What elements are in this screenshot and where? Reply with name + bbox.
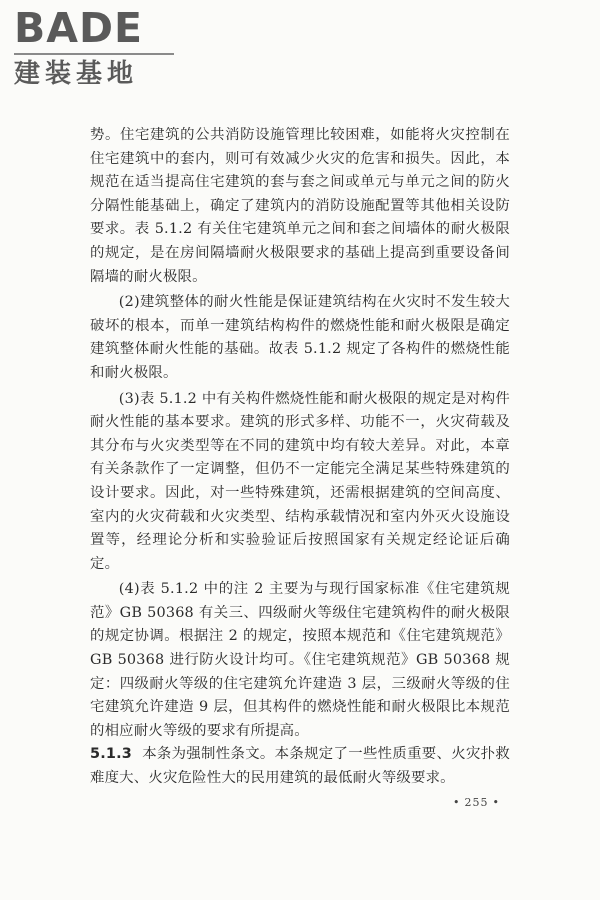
- dot-left: •: [453, 796, 461, 809]
- clause-number: 5.1.3: [90, 746, 132, 763]
- logo-tagline: 建装基地: [14, 59, 139, 89]
- paragraph-item-3: (3)表 5.1.2 中有关构件燃烧性能和耐火极限的规定是对构件耐火性能的基本要求。建筑的形式多样、功能不一，火灾荷载及其分布与火灾类型等在不同的建筑中均有较大差异。对此，本章有关条款作了一定调整，但仍不一定能完全满足某些特殊建筑的设计要求。因此，对一些特殊建筑，还需根据建筑的空间高度、室内的火灾荷载和火灾类型、结构承载情况和室内外灭火设施设置等，经理论分析和实验验证后按照国家有关规定经论证后确定。: [90, 390, 510, 572]
- page-number-value: 255: [464, 796, 489, 809]
- clause-text: 本条为强制性条文。本条规定了一些性质重要、火灾扑救难度大、火灾危险性大的民用建筑的最低耐火等级要求。: [90, 746, 510, 787]
- bade-logo: [14, 6, 184, 90]
- clause-5-1-3: [90, 743, 510, 790]
- logo-brand: BADE: [14, 4, 144, 52]
- paragraph-item-2: (2)建筑整体的耐火性能是保证建筑结构在火灾时不发生较大破坏的根本，而单一建筑结构构件的燃烧性能和耐火极限是确定建筑整体耐火性能的基础。故表 5.1.2 规定了各构件的燃烧性能和耐火极限。: [90, 294, 510, 381]
- document-body: [90, 124, 510, 791]
- logo-divider: [14, 53, 174, 55]
- paragraph-item-4: (4)表 5.1.2 中的注 2 主要为与现行国家标准《住宅建筑规范》GB 50368 有关三、四级耐火等级住宅建筑构件的耐火极限的规定协调。根据注 2 的规定，按照本规范和《住宅建筑规范》GB 50368 进行防火设计均可。《住宅建筑规范》GB 50368 规定：四级耐火等级的住宅建筑允许建造 3 层，三级耐火等级的住宅建筑允许建造 9 层，但其构件的燃烧性能和耐火极限比本规范的相应耐火等级的要求有所提高。: [90, 581, 510, 739]
- page-number: [449, 796, 504, 809]
- paragraph-continuation: 势。住宅建筑的公共消防设施管理比较困难，如能将火灾控制在住宅建筑中的套内，则可有效减少火灾的危害和损失。因此，本规范在适当提高住宅建筑的套与套之间或单元与单元之间的防火分隔性能基础上，确定了建筑内的消防设施配置等其他相关设防要求。表 5.1.2 有关住宅建筑单元之间和套之间墙体的耐火极限的规定，是在房间隔墙耐火极限要求的基础上提高到重要设备间隔墙的耐火极限。: [90, 127, 510, 285]
- dot-right: •: [492, 796, 500, 809]
